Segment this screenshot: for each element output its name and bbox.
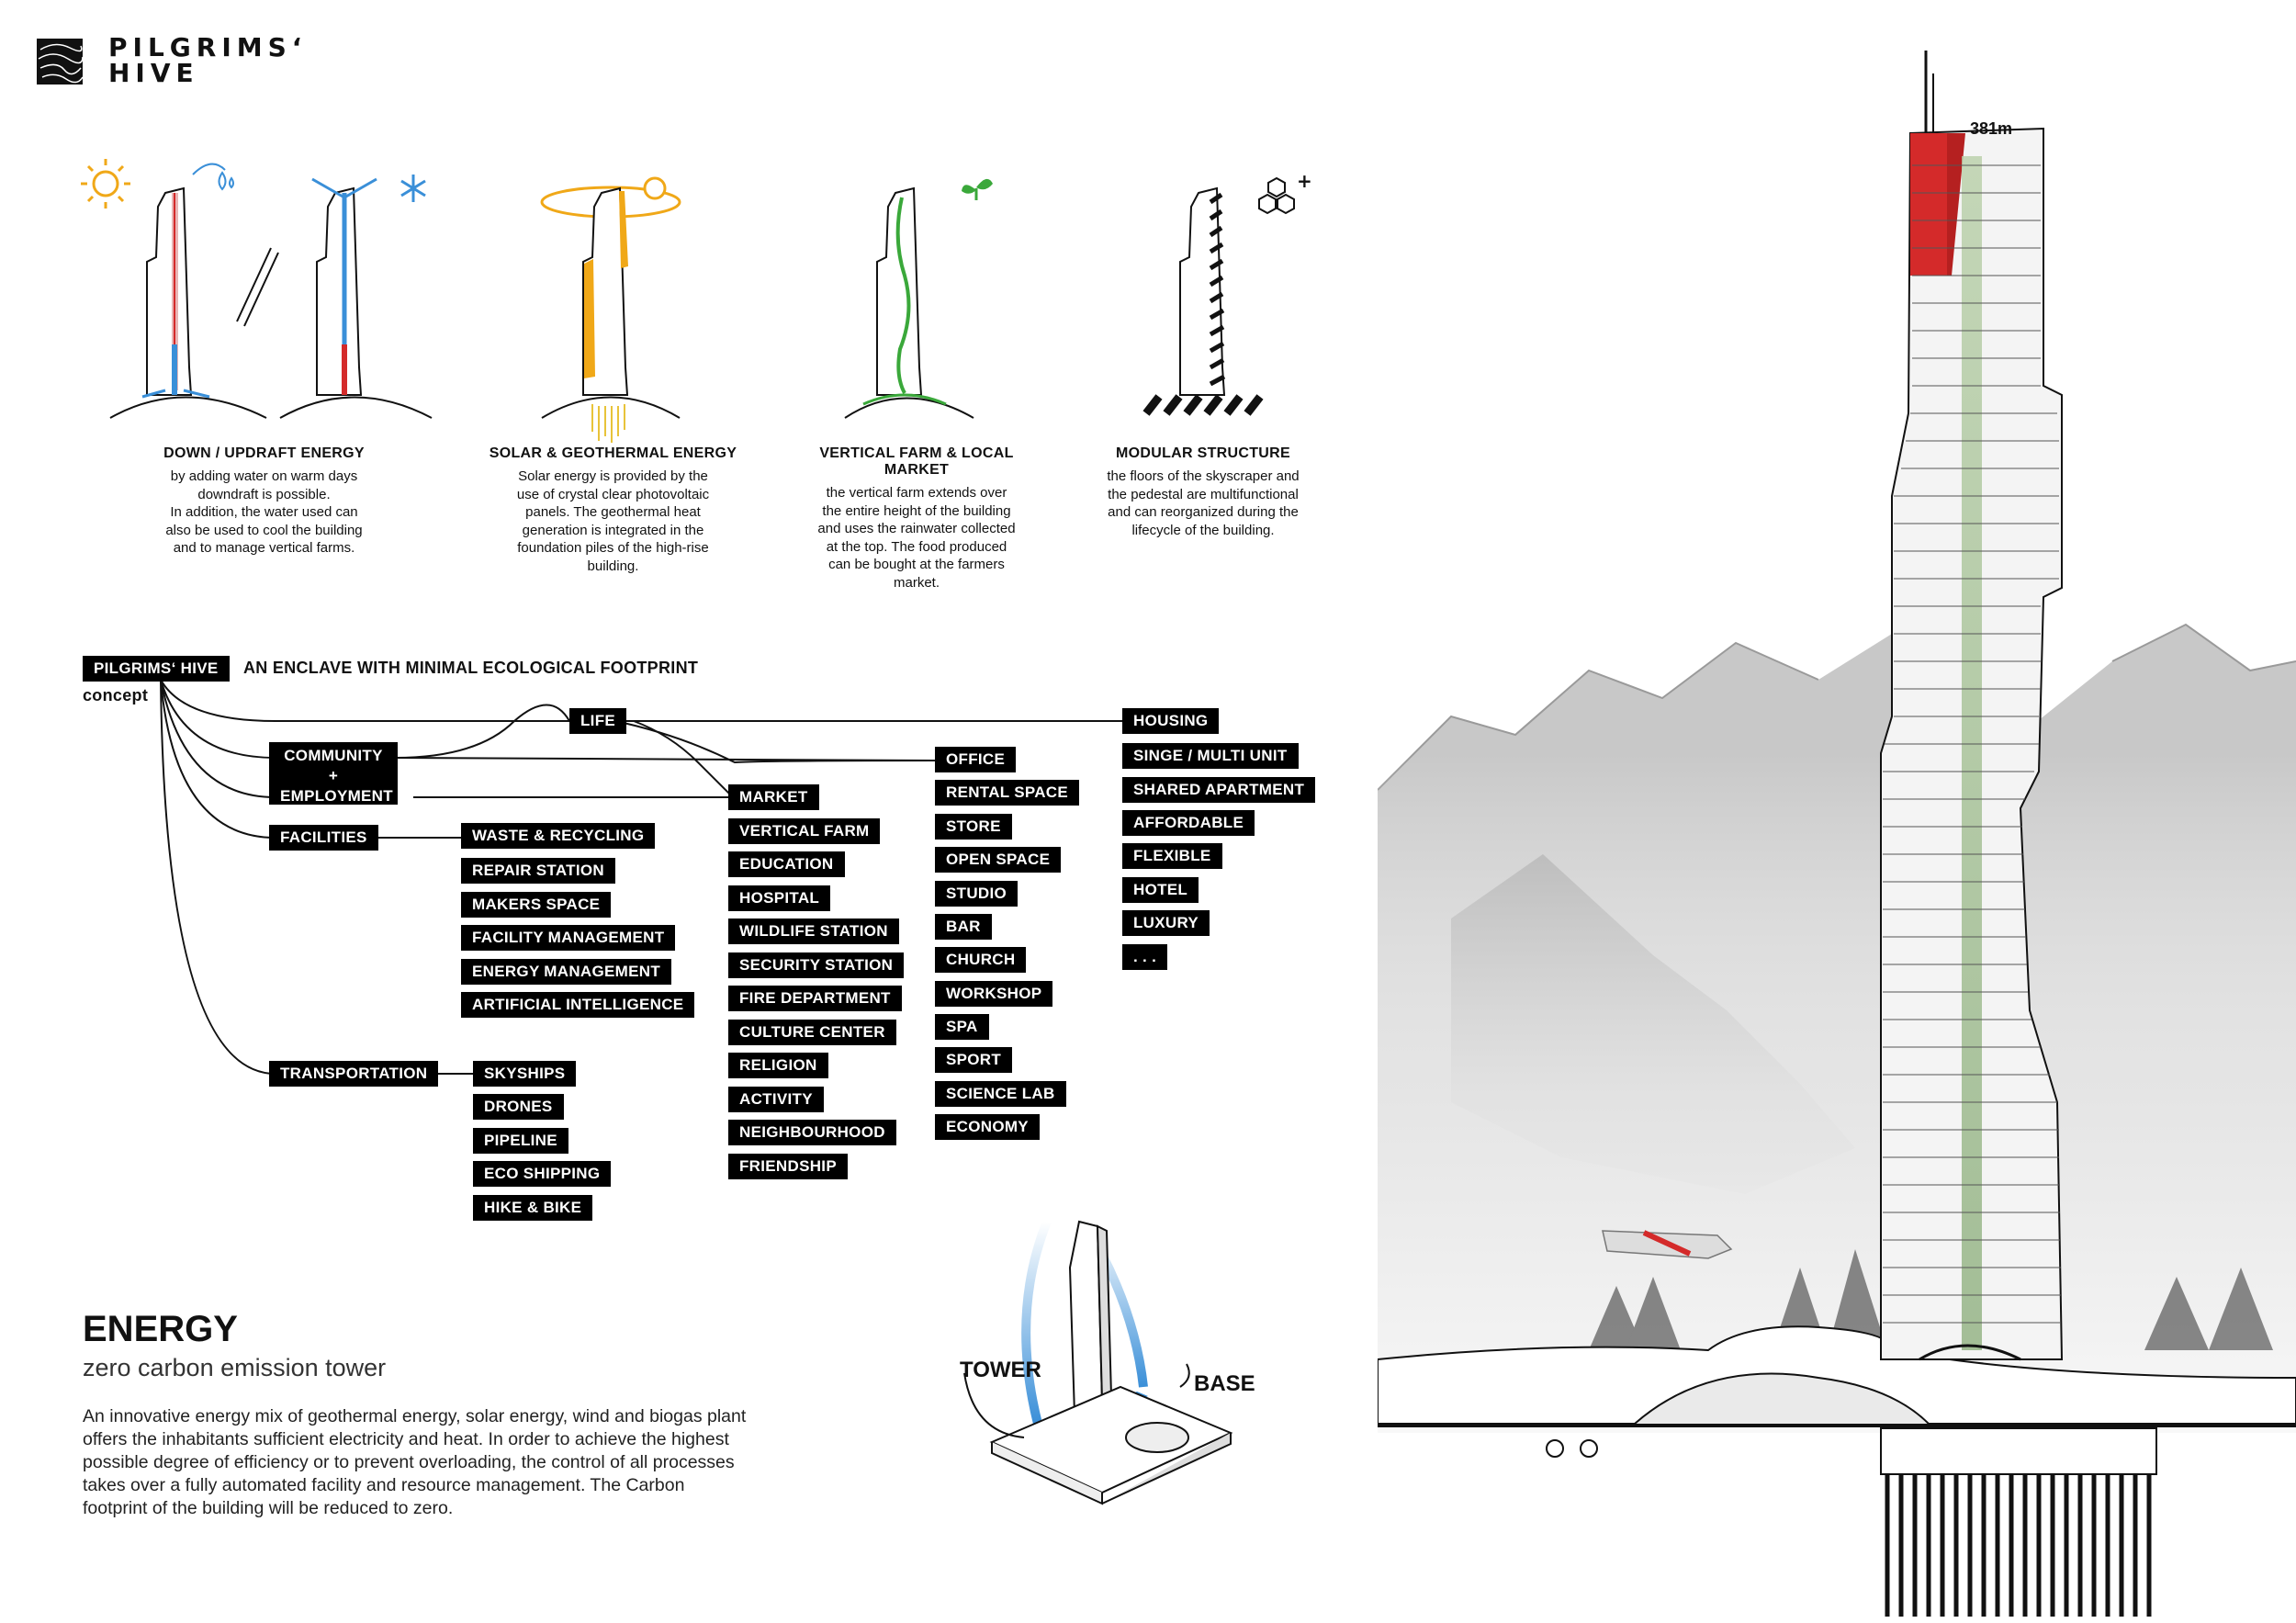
community-tag: COMMUNITY + EMPLOYMENT: [269, 742, 398, 805]
market-item: VERTICAL FARM: [728, 818, 880, 844]
energy-title: ENERGY: [83, 1309, 238, 1349]
concept-connector-lines: [0, 0, 1359, 1286]
logo-line1: PILGRIMS‘: [108, 32, 308, 62]
market-item: ACTIVITY: [728, 1087, 824, 1112]
housing-item: SINGE / MULTI UNIT: [1122, 743, 1299, 769]
transportation-tag: TRANSPORTATION: [269, 1061, 438, 1087]
office-item: BAR: [935, 914, 992, 940]
caption-text: the vertical farm extends over the entire height of the building and uses the rainwater collected at the top. The food produced can be bought at the farmers market.: [817, 485, 1016, 591]
office-item: STUDIO: [935, 881, 1018, 907]
facility-item: WASTE & RECYCLING: [461, 823, 655, 849]
transport-item: PIPELINE: [473, 1128, 568, 1154]
office-item: OFFICE: [935, 747, 1016, 772]
office-item: OPEN SPACE: [935, 847, 1061, 873]
market-item: HOSPITAL: [728, 885, 830, 911]
facilities-tag: FACILITIES: [269, 825, 378, 851]
caption-title: DOWN / UPDRAFT ENERGY: [163, 445, 365, 461]
market-item: WILDLIFE STATION: [728, 919, 899, 944]
market-item: RELIGION: [728, 1053, 828, 1078]
housing-item: HOTEL: [1122, 877, 1199, 903]
market-item: EDUCATION: [728, 851, 845, 877]
concept-headline: AN ENCLAVE WITH MINIMAL ECOLOGICAL FOOTPRINT: [243, 659, 699, 677]
tower-section-landscape: [1378, 0, 2296, 1623]
office-item: SPA: [935, 1014, 989, 1040]
transport-item: DRONES: [473, 1094, 564, 1120]
office-item: SCIENCE LAB: [935, 1081, 1066, 1107]
transport-item: SKYSHIPS: [473, 1061, 576, 1087]
market-item: MARKET: [728, 784, 819, 810]
market-item: SECURITY STATION: [728, 952, 904, 978]
facility-item: MAKERS SPACE: [461, 892, 611, 918]
svg-text:+: +: [1297, 170, 1312, 192]
caption-text: Solar energy is provided by the use of crystal clear photovoltaic panels. The geothermal heat generation is integrated in the foundation piles of the high-rise building.: [516, 468, 710, 574]
office-item: WORKSHOP: [935, 981, 1052, 1007]
housing-item: SHARED APARTMENT: [1122, 777, 1315, 803]
office-item: ECONOMY: [935, 1114, 1040, 1140]
height-label: 381m: [1970, 119, 2013, 138]
housing-item: . . .: [1122, 944, 1167, 970]
market-item: CULTURE CENTER: [728, 1020, 896, 1045]
caption-text: the floors of the skyscraper and the pedestal are multifunctional and can reorganized during the lifecycle of the building.: [1107, 468, 1300, 538]
logo-line2: HIVE: [108, 58, 199, 88]
facility-item: ARTIFICIAL INTELLIGENCE: [461, 992, 694, 1018]
facility-item: REPAIR STATION: [461, 858, 615, 884]
market-item: NEIGHBOURHOOD: [728, 1120, 896, 1145]
caption-text: by adding water on warm days downdraft is possible. In addition, the water used can also be used to cool the building and to manage vertical farms.: [165, 468, 363, 556]
tower-section: [1881, 51, 2062, 1359]
housing-item: LUXURY: [1122, 910, 1210, 936]
pilgrim-circles: [1547, 1440, 1597, 1457]
market-item: FIRE DEPARTMENT: [728, 986, 902, 1011]
caption-title: VERTICAL FARM & LOCAL MARKET: [819, 445, 1014, 478]
office-item: CHURCH: [935, 947, 1026, 973]
caption-title: SOLAR & GEOTHERMAL ENERGY: [489, 445, 737, 461]
housing-item: FLEXIBLE: [1122, 843, 1222, 869]
office-item: STORE: [935, 814, 1012, 840]
housing-item: AFFORDABLE: [1122, 810, 1255, 836]
transport-item: HIKE & BIKE: [473, 1195, 592, 1221]
life-tag: LIFE: [569, 708, 626, 734]
facility-item: ENERGY MANAGEMENT: [461, 959, 671, 985]
concept-root-tag: PILGRIMS‘ HIVE: [83, 656, 230, 682]
transport-item: ECO SHIPPING: [473, 1161, 611, 1187]
office-item: SPORT: [935, 1047, 1012, 1073]
tower-label: TOWER: [960, 1358, 1041, 1382]
base-label: BASE: [1194, 1371, 1255, 1396]
caption-title: MODULAR STRUCTURE: [1116, 445, 1290, 461]
facility-item: FACILITY MANAGEMENT: [461, 925, 675, 951]
energy-subtitle: zero carbon emission tower: [83, 1354, 387, 1381]
office-item: RENTAL SPACE: [935, 780, 1079, 806]
concept-label: concept: [83, 686, 149, 704]
housing-item: HOUSING: [1122, 708, 1219, 734]
market-item: FRIENDSHIP: [728, 1154, 848, 1179]
energy-paragraph: An innovative energy mix of geothermal energy, solar energy, wind and biogas plant offers the inhabitants sufficient electricity and heat. In order to achieve the highest possible degree of efficiency or to prevent overloading, the control of all processes takes over a fully automated facility and resource management. The Carbon footprint of the building will be reduced to zero.: [83, 1406, 747, 1518]
